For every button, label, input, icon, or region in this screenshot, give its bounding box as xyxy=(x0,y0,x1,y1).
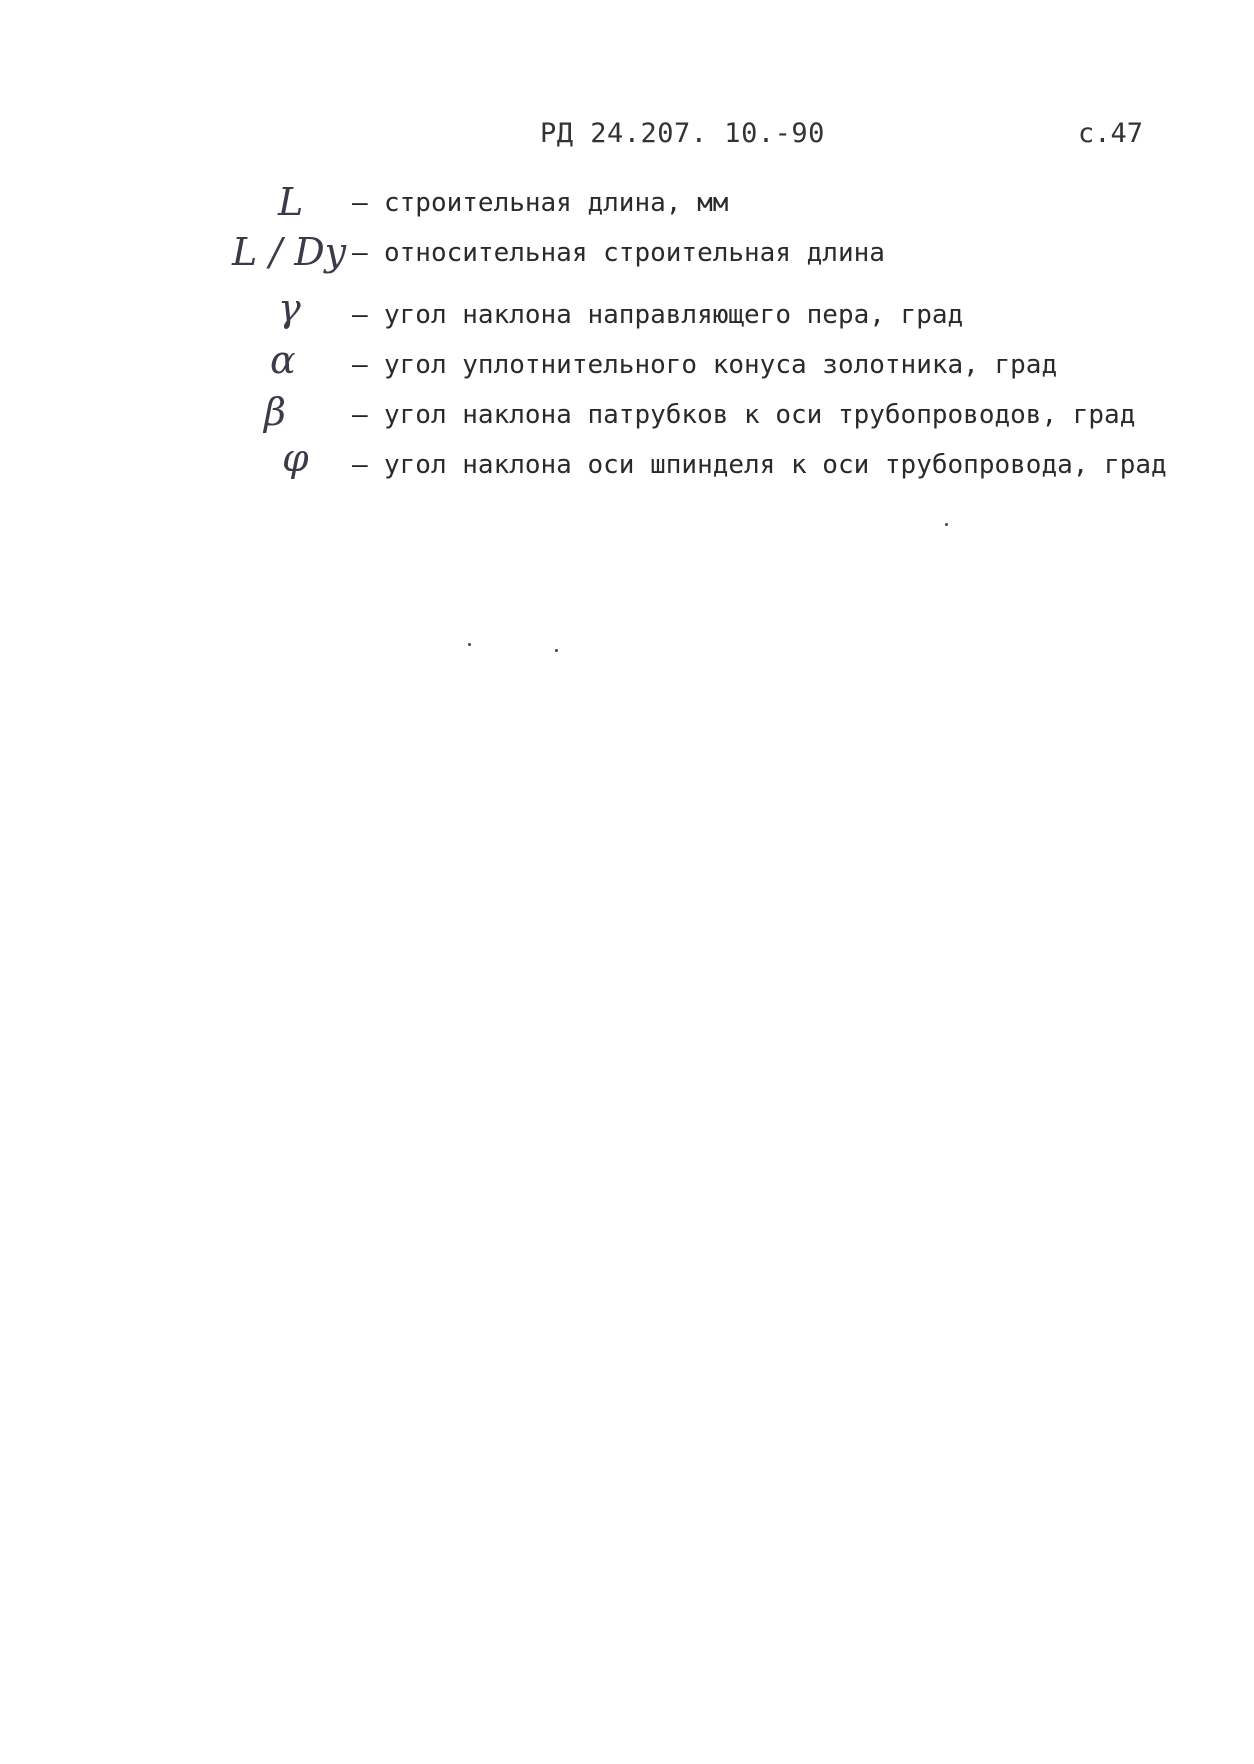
legend-dash: – xyxy=(352,400,368,430)
legend-description: угол наклона патрубков к оси трубопроводов, град xyxy=(384,400,1136,430)
scan-speck xyxy=(468,643,471,646)
legend-row xyxy=(0,338,1254,400)
legend-description: угол уплотнительного конуса золотника, град xyxy=(384,350,1058,380)
legend-dash: – xyxy=(352,450,368,480)
legend-symbol: L / Dy xyxy=(232,230,347,274)
legend-description: строительная длина, мм xyxy=(384,188,729,218)
legend-dash: – xyxy=(352,188,368,218)
legend-symbol: φ xyxy=(282,436,309,480)
legend-row xyxy=(0,436,1254,500)
scan-speck xyxy=(555,649,558,652)
legend-row xyxy=(0,230,1254,288)
document-code: РД 24.207. 10.-90 xyxy=(540,118,825,149)
page-number: с.47 xyxy=(1078,118,1144,149)
legend-description: угол наклона оси шпинделя к оси трубопровода, град xyxy=(384,450,1167,480)
legend-row xyxy=(0,390,1254,450)
legend-description: угол наклона направляющего пера, град xyxy=(384,300,964,330)
legend-symbol: L xyxy=(278,180,304,224)
legend-dash: – xyxy=(352,350,368,380)
legend-dash: – xyxy=(352,300,368,330)
legend-row xyxy=(0,286,1254,350)
scan-speck xyxy=(945,523,948,526)
legend-row xyxy=(0,180,1254,238)
legend-symbol: α xyxy=(270,338,296,382)
legend-symbol: γ xyxy=(278,286,301,330)
legend-description: относительная строительная длина xyxy=(384,238,885,268)
legend-symbol: β xyxy=(264,390,286,434)
legend-dash: – xyxy=(352,238,368,268)
